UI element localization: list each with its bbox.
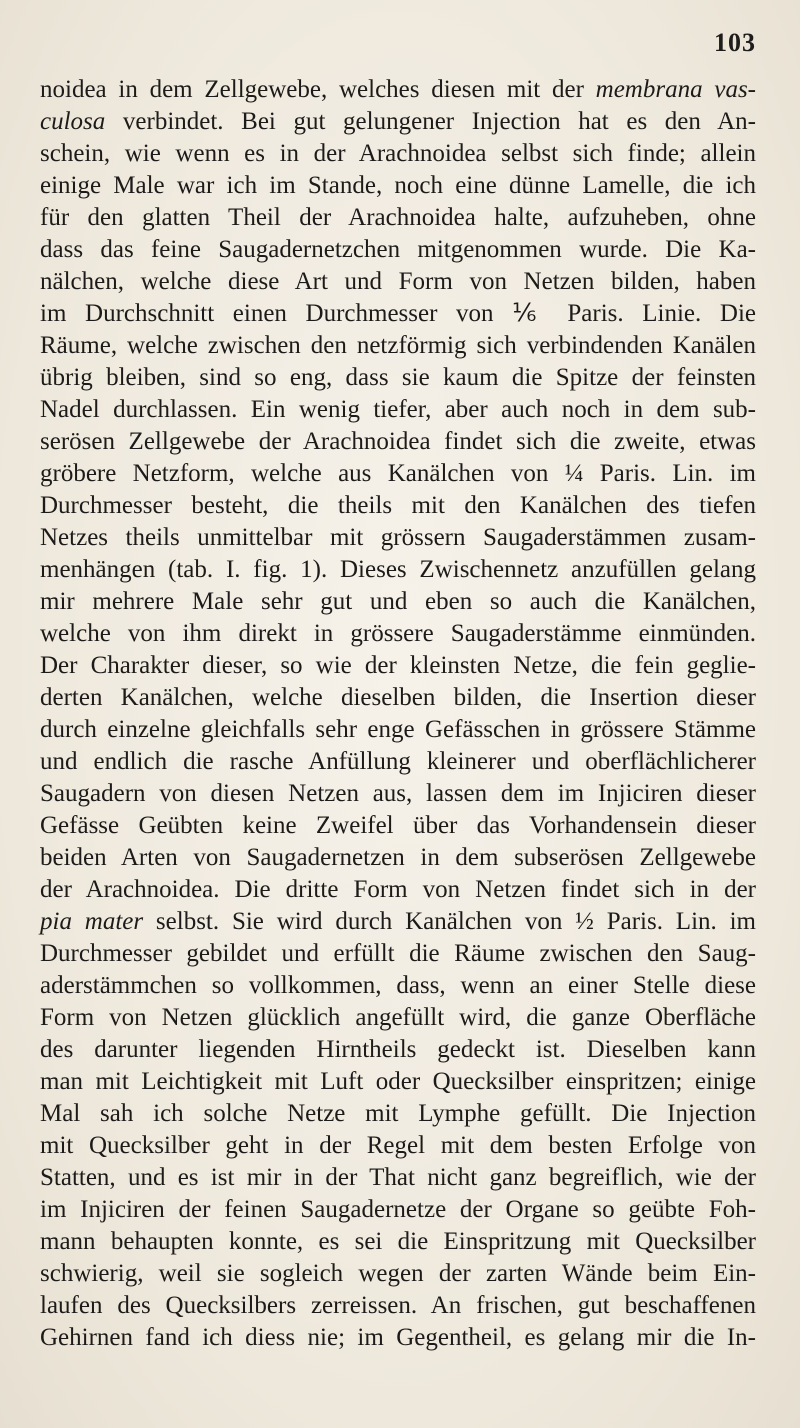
text-line: im Durchschnitt einen Durchmesser von ⅙ Paris. Linie. Die	[40, 300, 756, 327]
text-line: mit Quecksilber geht in der Regel mit dem besten Erfolge von	[40, 1132, 756, 1159]
text-line: culosa verbindet. Bei gut gelungener Injection hat es den An-	[40, 108, 756, 135]
text-line: übrig bleiben, sind so eng, dass sie kaum die Spitze der feinsten	[40, 364, 756, 391]
text-line: im Injiciren der feinen Saugadernetze der Organe so geübte Foh-	[40, 1196, 756, 1223]
text-line: Mal sah ich solche Netze mit Lymphe gefüllt. Die Injection	[40, 1100, 756, 1127]
text-line: Gefässe Geübten keine Zweifel über das Vorhandensein dieser	[40, 812, 756, 839]
text-line: Statten, und es ist mir in der That nicht ganz begreiflich, wie der	[40, 1164, 756, 1191]
text-line: laufen des Quecksilbers zerreissen. An frischen, gut beschaffenen	[40, 1292, 756, 1319]
text-line: welche von ihm direkt in grössere Saugaderstämme einmünden.	[40, 620, 756, 647]
text-line: Nadel durchlassen. Ein wenig tiefer, aber auch noch in dem sub-	[40, 396, 756, 423]
text-line: einige Male war ich im Stande, noch eine dünne Lamelle, die ich	[40, 172, 756, 199]
text-line: serösen Zellgewebe der Arachnoidea findet sich die zweite, etwas	[40, 428, 756, 455]
text-line: Räume, welche zwischen den netzförmig sich verbindenden Kanälen	[40, 332, 756, 359]
body-text	[40, 74, 756, 1354]
text-line: gröbere Netzform, welche aus Kanälchen von ¼ Paris. Lin. im	[40, 460, 756, 487]
text-line: durch einzelne gleichfalls sehr enge Gefässchen in grössere Stämme	[40, 716, 756, 743]
page-number: 103	[714, 28, 756, 57]
text-line: des darunter liegenden Hirntheils gedeckt ist. Dieselben kann	[40, 1036, 756, 1063]
text-line: und endlich die rasche Anfüllung kleinerer und oberflächlicherer	[40, 748, 756, 775]
text-line: Durchmesser besteht, die theils mit den Kanälchen des tiefen	[40, 492, 756, 519]
text-line: noidea in dem Zellgewebe, welches diesen mit der membrana vas-	[40, 76, 756, 103]
text-line: schein, wie wenn es in der Arachnoidea selbst sich finde; allein	[40, 140, 756, 167]
text-line: menhängen (tab. I. fig. 1). Dieses Zwischennetz anzufüllen gelang	[40, 556, 756, 583]
text-line: mann behaupten konnte, es sei die Einspritzung mit Quecksilber	[40, 1228, 756, 1255]
text-line: Durchmesser gebildet und erfüllt die Räume zwischen den Saug-	[40, 940, 756, 967]
text-line: für den glatten Theil der Arachnoidea halte, aufzuheben, ohne	[40, 204, 756, 231]
text-line: dass das feine Saugadernetzchen mitgenommen wurde. Die Ka-	[40, 236, 756, 263]
text-line: der Arachnoidea. Die dritte Form von Netzen findet sich in der	[40, 876, 756, 903]
text-line: Form von Netzen glücklich angefüllt wird, die ganze Oberfläche	[40, 1004, 756, 1031]
text-line: Netzes theils unmittelbar mit grössern Saugaderstämmen zusam-	[40, 524, 756, 551]
text-line: Saugadern von diesen Netzen aus, lassen dem im Injiciren dieser	[40, 780, 756, 807]
text-line: beiden Arten von Saugadernetzen in dem subserösen Zellgewebe	[40, 844, 756, 871]
text-line: pia mater selbst. Sie wird durch Kanälchen von ½ Paris. Lin. im	[40, 908, 756, 935]
text-line: mir mehrere Male sehr gut und eben so auch die Kanälchen,	[40, 588, 756, 615]
text-line: derten Kanälchen, welche dieselben bilden, die Insertion dieser	[40, 684, 756, 711]
text-line: nälchen, welche diese Art und Form von Netzen bilden, haben	[40, 268, 756, 295]
text-line: aderstämmchen so vollkommen, dass, wenn an einer Stelle diese	[40, 972, 756, 999]
text-line: man mit Leichtigkeit mit Luft oder Quecksilber einspritzen; einige	[40, 1068, 756, 1095]
text-line: schwierig, weil sie sogleich wegen der zarten Wände beim Ein-	[40, 1260, 756, 1287]
text-line: Der Charakter dieser, so wie der kleinsten Netze, die fein geglie-	[40, 652, 756, 679]
text-line: Gehirnen fand ich diess nie; im Gegentheil, es gelang mir die In-	[40, 1324, 756, 1351]
